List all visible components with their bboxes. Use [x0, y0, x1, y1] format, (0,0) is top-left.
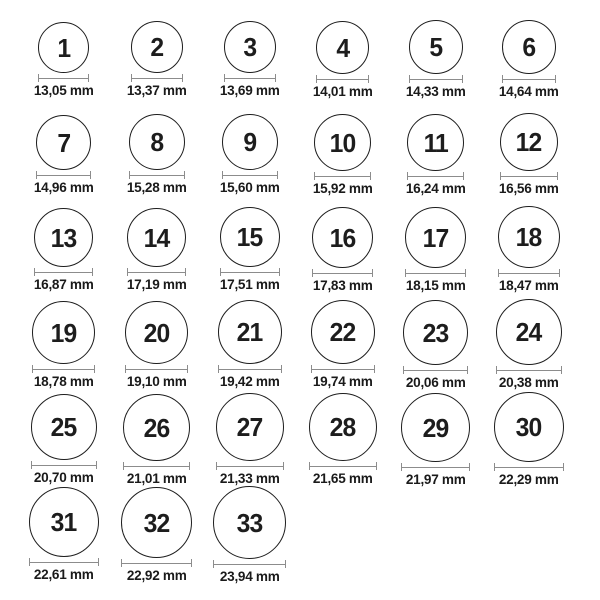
diameter-label: 18,47 mm — [498, 277, 559, 293]
ring-size-number: 31 — [50, 507, 77, 537]
diameter-dimension-line — [34, 268, 93, 276]
ring-size-cell — [389, 380, 482, 487]
ring-size-number: 13 — [50, 222, 77, 253]
ring-size-cell — [482, 285, 575, 390]
ring-size-cell — [482, 0, 575, 99]
ring-size-number: 26 — [143, 412, 170, 443]
diameter-label: 13,05 mm — [33, 82, 94, 98]
ring-size-cell — [296, 190, 389, 293]
ring-circle — [498, 206, 560, 268]
diameter-dimension-line — [218, 365, 282, 373]
diameter-label: 21,33 mm — [219, 470, 280, 486]
diameter-dimension-line — [220, 268, 280, 276]
ring-circle — [316, 21, 369, 74]
diameter-label: 14,33 mm — [405, 83, 466, 99]
ring-circle — [36, 115, 91, 170]
ring-size-number: 29 — [422, 412, 449, 443]
diameter-dimension-line — [131, 74, 183, 82]
ring-circle — [121, 487, 192, 558]
diameter-dimension-line — [401, 463, 470, 471]
diameter-dimension-line — [500, 172, 558, 180]
ring-size-cell — [389, 0, 482, 99]
diameter-label: 22,92 mm — [126, 567, 187, 583]
ring-size-cell — [296, 0, 389, 99]
ring-circle — [311, 300, 375, 364]
ring-size-number: 9 — [243, 127, 256, 157]
ring-size-cell — [203, 95, 296, 195]
diameter-label: 17,83 mm — [312, 277, 373, 293]
diameter-dimension-line — [31, 461, 97, 469]
ring-size-cell — [17, 380, 110, 485]
ring-circle — [31, 394, 97, 460]
diameter-dimension-line — [309, 462, 377, 470]
diameter-dimension-line — [38, 74, 89, 82]
diameter-label: 14,96 mm — [33, 179, 94, 195]
ring-size-cell — [110, 95, 203, 195]
ring-circle — [496, 299, 562, 365]
ring-size-cell — [482, 190, 575, 293]
ring-circle — [500, 113, 558, 171]
ring-circle — [213, 486, 286, 559]
ring-circle — [409, 20, 463, 74]
ring-size-number: 28 — [329, 412, 356, 442]
diameter-label: 20,70 mm — [33, 469, 94, 485]
ring-size-cell — [296, 95, 389, 196]
diameter-label: 19,10 mm — [126, 373, 187, 389]
ring-size-cell — [110, 190, 203, 292]
ring-circle — [403, 300, 468, 365]
ring-size-number: 5 — [429, 32, 442, 62]
ring-circle — [407, 114, 464, 171]
ring-circle — [312, 207, 373, 268]
ring-circle — [125, 301, 188, 364]
diameter-label: 19,74 mm — [312, 373, 373, 389]
ring-size-cell — [389, 285, 482, 390]
diameter-label: 21,65 mm — [312, 470, 373, 486]
ring-circle — [29, 487, 99, 557]
ring-size-cell — [17, 190, 110, 292]
ring-size-number: 11 — [423, 127, 448, 158]
diameter-label: 20,06 mm — [405, 374, 466, 390]
ring-size-number: 10 — [329, 127, 356, 158]
diameter-dimension-line — [316, 75, 369, 83]
ring-circle — [34, 208, 93, 267]
ring-size-cell — [389, 190, 482, 293]
ring-size-cell — [17, 285, 110, 389]
ring-size-number: 1 — [57, 32, 70, 63]
diameter-label: 14,64 mm — [498, 83, 559, 99]
ring-circle — [216, 393, 284, 461]
diameter-dimension-line — [216, 462, 284, 470]
diameter-dimension-line — [496, 366, 562, 374]
ring-circle — [131, 21, 183, 73]
diameter-dimension-line — [407, 172, 464, 180]
ring-size-number: 25 — [50, 412, 77, 442]
ring-size-cell — [17, 95, 110, 195]
ring-size-number: 16 — [329, 222, 356, 253]
diameter-label: 16,56 mm — [498, 180, 559, 196]
diameter-dimension-line — [123, 462, 190, 470]
ring-size-number: 23 — [422, 317, 449, 348]
ring-size-number: 22 — [329, 317, 356, 347]
diameter-label: 16,87 mm — [33, 276, 94, 292]
ring-circle — [127, 208, 186, 267]
ring-size-number: 17 — [422, 222, 449, 253]
diameter-label: 23,94 mm — [219, 568, 280, 584]
ring-circle — [224, 21, 276, 73]
ring-size-cell — [17, 0, 110, 98]
ring-circle — [401, 393, 470, 462]
ring-circle — [405, 207, 466, 268]
diameter-label: 13,69 mm — [219, 82, 280, 98]
ring-size-number: 4 — [336, 32, 349, 63]
ring-circle — [38, 22, 89, 73]
diameter-label: 13,37 mm — [126, 82, 187, 98]
diameter-label: 21,97 mm — [405, 471, 466, 487]
ring-size-number: 8 — [150, 127, 163, 157]
ring-size-number: 30 — [515, 412, 542, 442]
ring-size-cell — [203, 380, 296, 486]
diameter-label: 19,42 mm — [219, 373, 280, 389]
ring-size-cell — [203, 285, 296, 389]
ring-size-number: 14 — [143, 222, 170, 253]
diameter-dimension-line — [314, 172, 371, 180]
ring-size-cell — [110, 0, 203, 98]
ring-size-number: 21 — [236, 317, 263, 347]
diameter-label: 22,61 mm — [33, 566, 94, 582]
diameter-dimension-line — [125, 365, 188, 373]
diameter-dimension-line — [311, 365, 375, 373]
diameter-dimension-line — [224, 74, 276, 82]
ring-size-cell — [482, 95, 575, 196]
diameter-dimension-line — [502, 75, 556, 83]
ring-size-number: 27 — [236, 412, 263, 442]
diameter-label: 21,01 mm — [126, 470, 187, 486]
ring-size-cell — [110, 380, 203, 486]
ring-size-cell — [110, 285, 203, 389]
diameter-dimension-line — [29, 558, 99, 566]
ring-circle — [502, 20, 556, 74]
ring-size-number: 3 — [243, 32, 256, 62]
diameter-dimension-line — [213, 560, 286, 568]
diameter-dimension-line — [403, 366, 468, 374]
ring-size-cell — [203, 0, 296, 98]
diameter-label: 20,38 mm — [498, 374, 559, 390]
diameter-dimension-line — [494, 463, 564, 471]
diameter-dimension-line — [32, 365, 95, 373]
ring-circle — [220, 207, 280, 267]
diameter-dimension-line — [36, 171, 91, 179]
ring-circle — [222, 114, 278, 170]
ring-size-chart — [17, 0, 600, 584]
diameter-dimension-line — [129, 171, 185, 179]
diameter-dimension-line — [121, 559, 192, 567]
ring-circle — [314, 114, 371, 171]
ring-size-number: 19 — [50, 317, 77, 348]
ring-size-cell — [389, 95, 482, 196]
diameter-dimension-line — [405, 269, 466, 277]
ring-size-number: 24 — [515, 317, 542, 347]
ring-size-cell — [482, 380, 575, 487]
ring-circle — [309, 393, 377, 461]
diameter-dimension-line — [127, 268, 186, 276]
diameter-dimension-line — [498, 269, 560, 277]
ring-size-cell — [203, 190, 296, 292]
ring-size-cell — [17, 475, 110, 582]
diameter-label: 15,60 mm — [219, 179, 280, 195]
ring-circle — [218, 300, 282, 364]
diameter-label: 15,92 mm — [312, 180, 373, 196]
ring-size-cell — [296, 285, 389, 389]
diameter-dimension-line — [312, 269, 373, 277]
ring-circle — [494, 392, 564, 462]
diameter-label: 17,51 mm — [219, 276, 280, 292]
ring-size-number: 32 — [143, 507, 170, 538]
ring-size-number: 20 — [143, 317, 170, 348]
diameter-label: 17,19 mm — [126, 276, 187, 292]
diameter-dimension-line — [222, 171, 278, 179]
ring-circle — [123, 394, 190, 461]
diameter-label: 22,29 mm — [498, 471, 559, 487]
ring-circle — [129, 114, 185, 170]
ring-size-cell — [203, 475, 296, 584]
diameter-label: 18,15 mm — [405, 277, 466, 293]
ring-size-number: 33 — [236, 507, 263, 538]
diameter-label: 16,24 mm — [405, 180, 466, 196]
diameter-label: 18,78 mm — [33, 373, 94, 389]
ring-size-cell — [110, 475, 203, 583]
ring-size-cell — [296, 380, 389, 486]
diameter-label: 15,28 mm — [126, 179, 187, 195]
ring-size-number: 15 — [236, 222, 263, 252]
ring-circle — [32, 301, 95, 364]
diameter-label: 14,01 mm — [312, 83, 373, 99]
ring-size-number: 12 — [515, 127, 542, 157]
ring-size-number: 6 — [522, 32, 535, 62]
ring-size-number: 18 — [515, 222, 542, 252]
diameter-dimension-line — [409, 75, 463, 83]
ring-size-number: 7 — [57, 127, 70, 158]
ring-size-number: 2 — [150, 32, 163, 62]
